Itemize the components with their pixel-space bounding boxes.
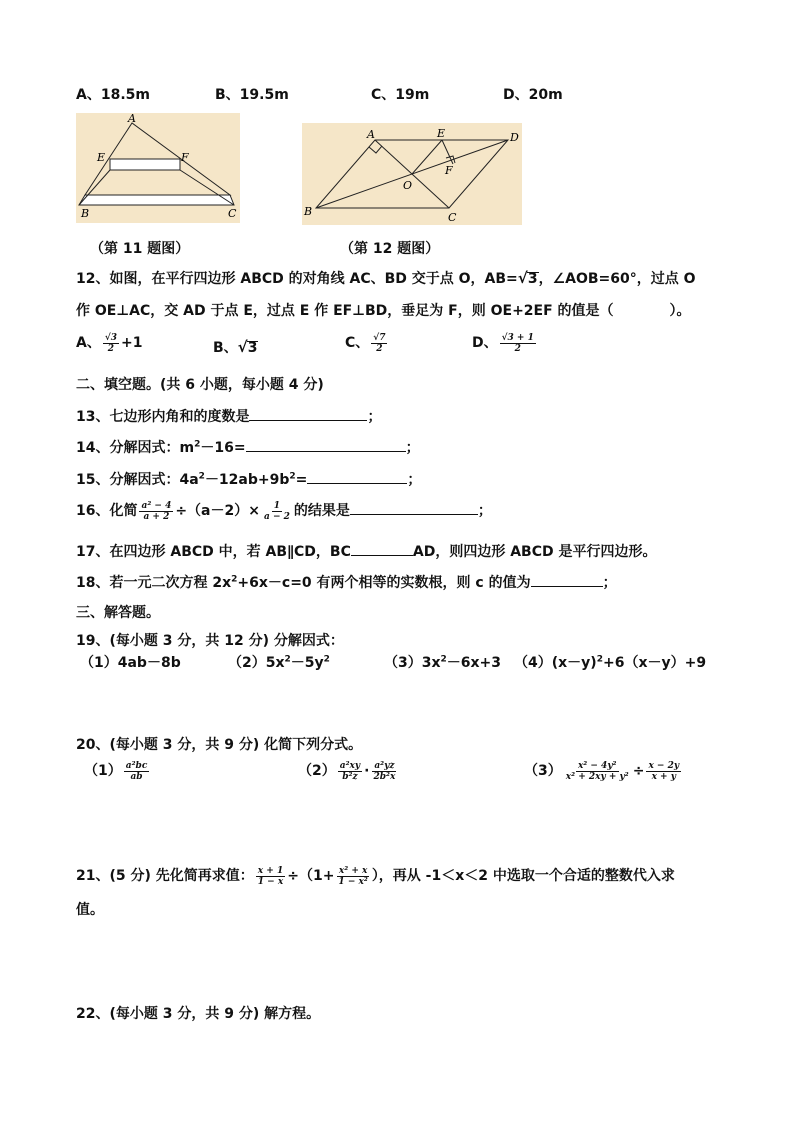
q19-p4-b: +6（x－y）+9 bbox=[602, 655, 707, 671]
q16-f1-den: a + 2 bbox=[143, 511, 170, 522]
q12-option-a bbox=[76, 332, 143, 354]
section-2-heading: 二、填空题。(共 6 小题，每小题 4 分) bbox=[76, 377, 324, 393]
q12-option-d-num: √3 + 1 bbox=[501, 332, 534, 343]
q16-prefix: 16、化简 bbox=[76, 503, 138, 519]
q19-p3-b: －6x+3 bbox=[446, 655, 502, 671]
q15-end: ； bbox=[407, 472, 422, 488]
sqrt-sign: √ bbox=[237, 338, 248, 356]
q14-sup: 2 bbox=[194, 439, 201, 450]
q20-p2-f2-num: a²yz bbox=[374, 760, 395, 771]
q20-p2-f1-den: b²z bbox=[342, 771, 358, 782]
q12-line1 bbox=[76, 268, 696, 288]
q16-fraction-2 bbox=[262, 501, 292, 522]
q12-option-c-num: √7 bbox=[373, 332, 386, 343]
fig12-label-a: A bbox=[367, 128, 375, 141]
q21-suffix: ），再从 ‑1＜x＜2 中选取一个合适的整数代入求 bbox=[371, 868, 675, 884]
q15-answer-blank bbox=[307, 469, 407, 484]
q21-f1-num: x + 1 bbox=[257, 865, 284, 876]
q19-part-3 bbox=[384, 652, 501, 672]
q20-p2-fraction-2 bbox=[371, 761, 397, 782]
q18-end: ； bbox=[602, 575, 617, 591]
q20-p3-operator: ÷ bbox=[632, 763, 645, 779]
q17-answer-blank bbox=[351, 541, 413, 556]
q11-option-c: C、19m bbox=[371, 87, 430, 103]
q21-f2-num: x² + x bbox=[338, 865, 368, 876]
q19-part-1: （1）4ab－8b bbox=[80, 655, 181, 671]
q14-end: ； bbox=[405, 440, 420, 456]
q21-fraction-2 bbox=[336, 866, 369, 887]
q20-p1-num: a²bc bbox=[125, 760, 148, 771]
q19-p4-a: （4）(x－y) bbox=[514, 655, 597, 671]
q20-p3-f2-num: x − 2y bbox=[648, 760, 680, 771]
fig12-label-b: B bbox=[304, 205, 313, 218]
q12-option-c bbox=[345, 332, 389, 354]
q20-p2-f1-num: a²xy bbox=[339, 760, 361, 771]
q12-sqrt3: 3 bbox=[527, 271, 538, 287]
fig11-label-f: F bbox=[181, 151, 189, 164]
q21-prefix: 21、(5 分) 先化简再求值： bbox=[76, 868, 254, 884]
q15-text-a: 15、分解因式：4a bbox=[76, 472, 199, 488]
q12-option-b-prefix: B、 bbox=[213, 340, 238, 356]
q12-option-a-den: 2 bbox=[107, 343, 115, 354]
q13-end: ； bbox=[367, 409, 382, 425]
q20-p3-f1-num: x² − 4y² bbox=[577, 760, 617, 771]
q12-option-a-suffix: +1 bbox=[121, 335, 143, 351]
q19-p4-sup: 2 bbox=[596, 654, 603, 665]
sqrt-sign: √ bbox=[517, 269, 528, 287]
q15-sup1: 2 bbox=[198, 471, 205, 482]
q18-answer-blank bbox=[531, 572, 603, 587]
q20-part-3 bbox=[524, 760, 683, 782]
q13-text: 13、七边形内角和的度数是 bbox=[76, 409, 250, 425]
q12-option-a-prefix: A、 bbox=[76, 335, 101, 351]
fig12-label-e: E bbox=[437, 127, 446, 140]
q20-p3-f1-den: x² + 2xy + y² bbox=[565, 771, 629, 782]
q19-p2-a: （2）5x bbox=[228, 655, 285, 671]
q13 bbox=[76, 406, 381, 426]
q14-text-a: 14、分解因式：m bbox=[76, 440, 195, 456]
q21-line1 bbox=[76, 865, 675, 887]
q12-option-c-prefix: C、 bbox=[345, 335, 370, 351]
q14 bbox=[76, 437, 420, 457]
q19-p2-b: －5y bbox=[290, 655, 324, 671]
q20-p3-fraction-1 bbox=[564, 761, 631, 782]
q12-option-c-fraction bbox=[371, 333, 387, 354]
q16-suffix: 的结果是 bbox=[293, 503, 350, 519]
q15-text-c: = bbox=[295, 472, 308, 488]
q17-text-a: 17、在四边形 ABCD 中，若 AB∥CD，BC bbox=[76, 544, 351, 560]
q14-answer-blank bbox=[246, 437, 406, 452]
fig11-label-a: A bbox=[128, 113, 136, 125]
q20-p2-fraction-1 bbox=[338, 761, 362, 782]
q19-p2-sup1: 2 bbox=[284, 654, 291, 665]
q18-sup: 2 bbox=[231, 574, 238, 585]
q15-sup2: 2 bbox=[289, 471, 296, 482]
q19-part-2 bbox=[228, 652, 330, 672]
q16-answer-blank bbox=[350, 500, 478, 515]
q22-title: 22、(每小题 3 分，共 9 分) 解方程。 bbox=[76, 1006, 321, 1022]
q20-part-2 bbox=[298, 760, 399, 782]
q20-p2-operator: · bbox=[364, 763, 370, 779]
q16-end: ； bbox=[477, 503, 492, 519]
figure-11-caption: （第 11 题图） bbox=[90, 241, 190, 257]
q20-p3-label: （3） bbox=[524, 763, 562, 779]
q17-text-b: AD，则四边形 ABCD 是平行四边形。 bbox=[412, 544, 657, 560]
q20-p1-den: ab bbox=[130, 771, 143, 782]
q12-option-d-fraction bbox=[500, 333, 536, 354]
q16-f2-num: 1 bbox=[273, 500, 281, 511]
q12-line1-part-b: ，∠AOB=60°，过点 O bbox=[538, 271, 696, 287]
q16-f2-den: a − 2 bbox=[263, 511, 290, 522]
q20-title: 20、(每小题 3 分，共 9 分) 化简下列分式。 bbox=[76, 737, 363, 753]
q20-p3-fraction-2 bbox=[646, 761, 681, 782]
figure-12-caption: （第 12 题图） bbox=[340, 241, 440, 257]
q12-line1-part-a: 12、如图，在平行四边形 ABCD 的对角线 AC、BD 交于点 O，AB= bbox=[76, 271, 518, 287]
q11-option-b: B、19.5m bbox=[215, 87, 289, 103]
q19-p2-sup2: 2 bbox=[323, 654, 330, 665]
q19-p3-a: （3）3x bbox=[384, 655, 441, 671]
q14-text-b: －16= bbox=[200, 440, 246, 456]
fig12-label-d: D bbox=[510, 131, 519, 144]
figure-12 bbox=[302, 123, 522, 225]
fig12-label-o: O bbox=[403, 179, 413, 192]
q20-p1-fraction bbox=[124, 761, 150, 782]
q18-text-b: +6x－c=0 有两个相等的实数根，则 c 的值为 bbox=[237, 575, 531, 591]
q21-f1-den: 1 − x bbox=[257, 876, 284, 887]
q21-f2-den: 1 − x² bbox=[338, 876, 368, 887]
fig11-label-c: C bbox=[228, 207, 237, 220]
q13-answer-blank bbox=[249, 406, 367, 421]
q16-mid: ÷（a－2）× bbox=[175, 503, 260, 519]
q21-mid: ÷（1+ bbox=[287, 868, 335, 884]
q11-option-d: D、20m bbox=[503, 87, 563, 103]
q19-title: 19、(每小题 3 分，共 12 分) 分解因式： bbox=[76, 633, 344, 649]
q12-option-a-fraction bbox=[103, 333, 119, 354]
q12-option-b-rad: 3 bbox=[247, 340, 258, 356]
q19-part-4 bbox=[514, 652, 706, 672]
fig11-label-e: E bbox=[97, 151, 106, 164]
q16-fraction-1 bbox=[139, 501, 173, 522]
q19-p3-sup: 2 bbox=[440, 654, 447, 665]
q21-line2: 值。 bbox=[76, 902, 104, 918]
figure-11 bbox=[76, 113, 240, 223]
q20-part-1 bbox=[84, 760, 151, 782]
q15 bbox=[76, 469, 421, 489]
q20-p2-label: （2） bbox=[298, 763, 336, 779]
section-3-heading: 三、解答题。 bbox=[76, 605, 160, 621]
q20-p1-label: （1） bbox=[84, 763, 122, 779]
fig11-label-b: B bbox=[81, 207, 90, 220]
q12-option-c-den: 2 bbox=[376, 343, 383, 354]
fig12-label-f: F bbox=[445, 164, 453, 177]
q12-option-d-prefix: D、 bbox=[472, 335, 498, 351]
q20-p3-f2-den: x + y bbox=[651, 771, 676, 782]
q18 bbox=[76, 572, 617, 592]
q12-option-d-den: 2 bbox=[514, 343, 521, 354]
q16-f1-num: a² − 4 bbox=[141, 500, 172, 511]
q17 bbox=[76, 541, 656, 561]
q20-p2-f2-den: 2b²x bbox=[373, 771, 396, 782]
q21-fraction-1 bbox=[256, 866, 285, 887]
q12-line2: 作 OE⊥AC，交 AD 于点 E，过点 E 作 EF⊥BD，垂足为 F，则 OE+2EF 的值是（ ）。 bbox=[76, 303, 691, 319]
q15-text-b: －12ab+9b bbox=[204, 472, 290, 488]
q18-text-a: 18、若一元二次方程 2x bbox=[76, 575, 232, 591]
q11-option-a: A、18.5m bbox=[76, 87, 150, 103]
fig12-label-c: C bbox=[448, 211, 457, 224]
q16 bbox=[76, 500, 492, 522]
q12-option-a-num: √3 bbox=[104, 332, 118, 343]
q12-option-d bbox=[472, 332, 538, 354]
q12-option-b bbox=[213, 337, 258, 357]
